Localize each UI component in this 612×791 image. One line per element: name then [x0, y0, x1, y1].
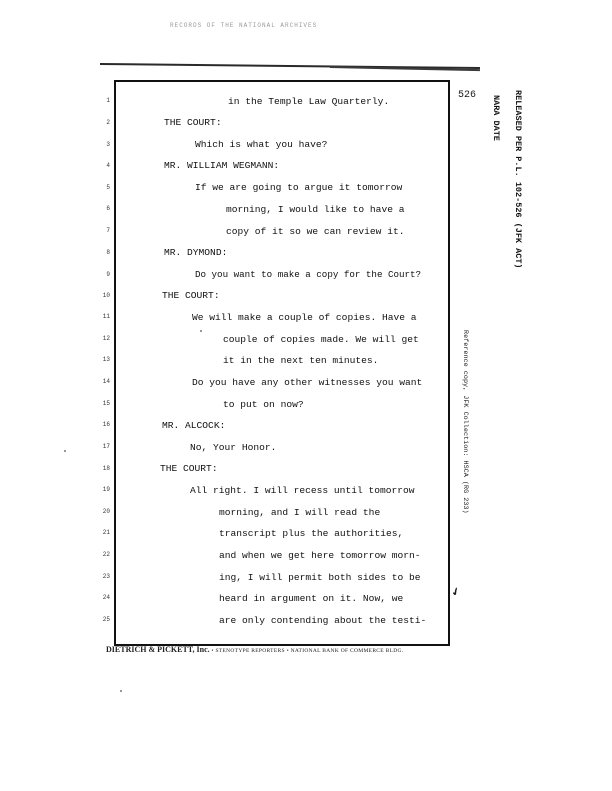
transcript-line: it in the next ten minutes. — [223, 355, 379, 366]
speaker-label: THE COURT: — [162, 290, 220, 301]
speaker-label: THE COURT: — [164, 117, 222, 128]
line-number: 10 — [102, 292, 110, 299]
line-number: 8 — [106, 249, 110, 256]
line-number: 25 — [102, 616, 110, 623]
reporter-footer: DIETRICH & PICKETT, Inc. • STENOTYPE REPORTERS • NATIONAL BANK OF COMMERCE BLDG. — [106, 645, 404, 654]
transcript-line: Do you have any other witnesses you want — [192, 377, 423, 388]
archive-header-stamp: RECORDS OF THE NATIONAL ARCHIVES — [170, 22, 318, 29]
line-number: 16 — [102, 421, 110, 428]
line-number: 18 — [102, 465, 110, 472]
line-number: 3 — [106, 141, 110, 148]
line-number: 21 — [102, 529, 110, 536]
transcript-line: transcript plus the authorities, — [219, 528, 404, 539]
line-number: 1 — [106, 97, 110, 104]
scan-speck — [200, 330, 202, 332]
transcript-line: are only contending about the testi- — [219, 615, 427, 626]
reference-note: Reference copy, JFK Collection: HSCA (RG 233) — [461, 330, 469, 514]
line-number: 4 — [106, 162, 110, 169]
transcript-line: copy of it so we can review it. — [226, 226, 405, 237]
transcript-line: We will make a couple of copies. Have a — [192, 312, 417, 323]
transcript-line: in the Temple Law Quarterly. — [228, 96, 390, 107]
line-number: 20 — [102, 508, 110, 515]
page-number: 526 — [458, 90, 477, 101]
line-number: 14 — [102, 378, 110, 385]
line-number: 2 — [106, 119, 110, 126]
line-number: 19 — [102, 486, 110, 493]
line-number: 23 — [102, 573, 110, 580]
line-number: 7 — [106, 227, 110, 234]
release-stamp-line2: NARA DATE — [491, 95, 501, 141]
line-number: 6 — [106, 205, 110, 212]
check-mark-icon: ✔ — [449, 584, 463, 600]
transcript-line: No, Your Honor. — [190, 442, 277, 453]
scan-speck — [64, 450, 66, 452]
transcript-line: heard in argument on it. Now, we — [219, 593, 404, 604]
transcript-line: morning, I would like to have a — [226, 204, 405, 215]
line-number: 12 — [102, 335, 110, 342]
footer-building: NATIONAL BANK OF COMMERCE BLDG. — [290, 648, 404, 654]
line-number: 24 — [102, 594, 110, 601]
transcript-line: couple of copies made. We will get — [223, 334, 419, 345]
speaker-label: MR. WILLIAM WEGMANN: — [164, 160, 280, 171]
transcript-line: Do you want to make a copy for the Court? — [195, 269, 422, 280]
line-number: 9 — [106, 271, 110, 278]
footer-reporters: STENOTYPE REPORTERS — [215, 648, 285, 654]
scan-speck — [120, 690, 122, 692]
transcript-line: Which is what you have? — [195, 139, 328, 150]
line-number: 22 — [102, 551, 110, 558]
transcript-line: ing, I will permit both sides to be — [219, 572, 421, 583]
release-stamp-line1: RELEASED PER P.L. 102-526 (JFK ACT) — [513, 90, 523, 269]
line-number: 17 — [102, 443, 110, 450]
transcript-line: If we are going to argue it tomorrow — [195, 182, 403, 193]
transcript-line: All right. I will recess until tomorrow — [190, 485, 415, 496]
footer-firm: DIETRICH & PICKETT, Inc. — [106, 645, 210, 654]
line-number: 15 — [102, 400, 110, 407]
transcript-line: to put on now? — [223, 399, 304, 410]
speaker-label: MR. DYMOND: — [164, 247, 228, 258]
line-number: 11 — [102, 313, 110, 320]
transcript-line: morning, and I will read the — [219, 507, 381, 518]
line-number: 13 — [102, 356, 110, 363]
line-number: 5 — [106, 184, 110, 191]
speaker-label: MR. ALCOCK: — [162, 420, 226, 431]
speaker-label: THE COURT: — [160, 463, 218, 474]
transcript-line: and when we get here tomorrow morn- — [219, 550, 421, 561]
